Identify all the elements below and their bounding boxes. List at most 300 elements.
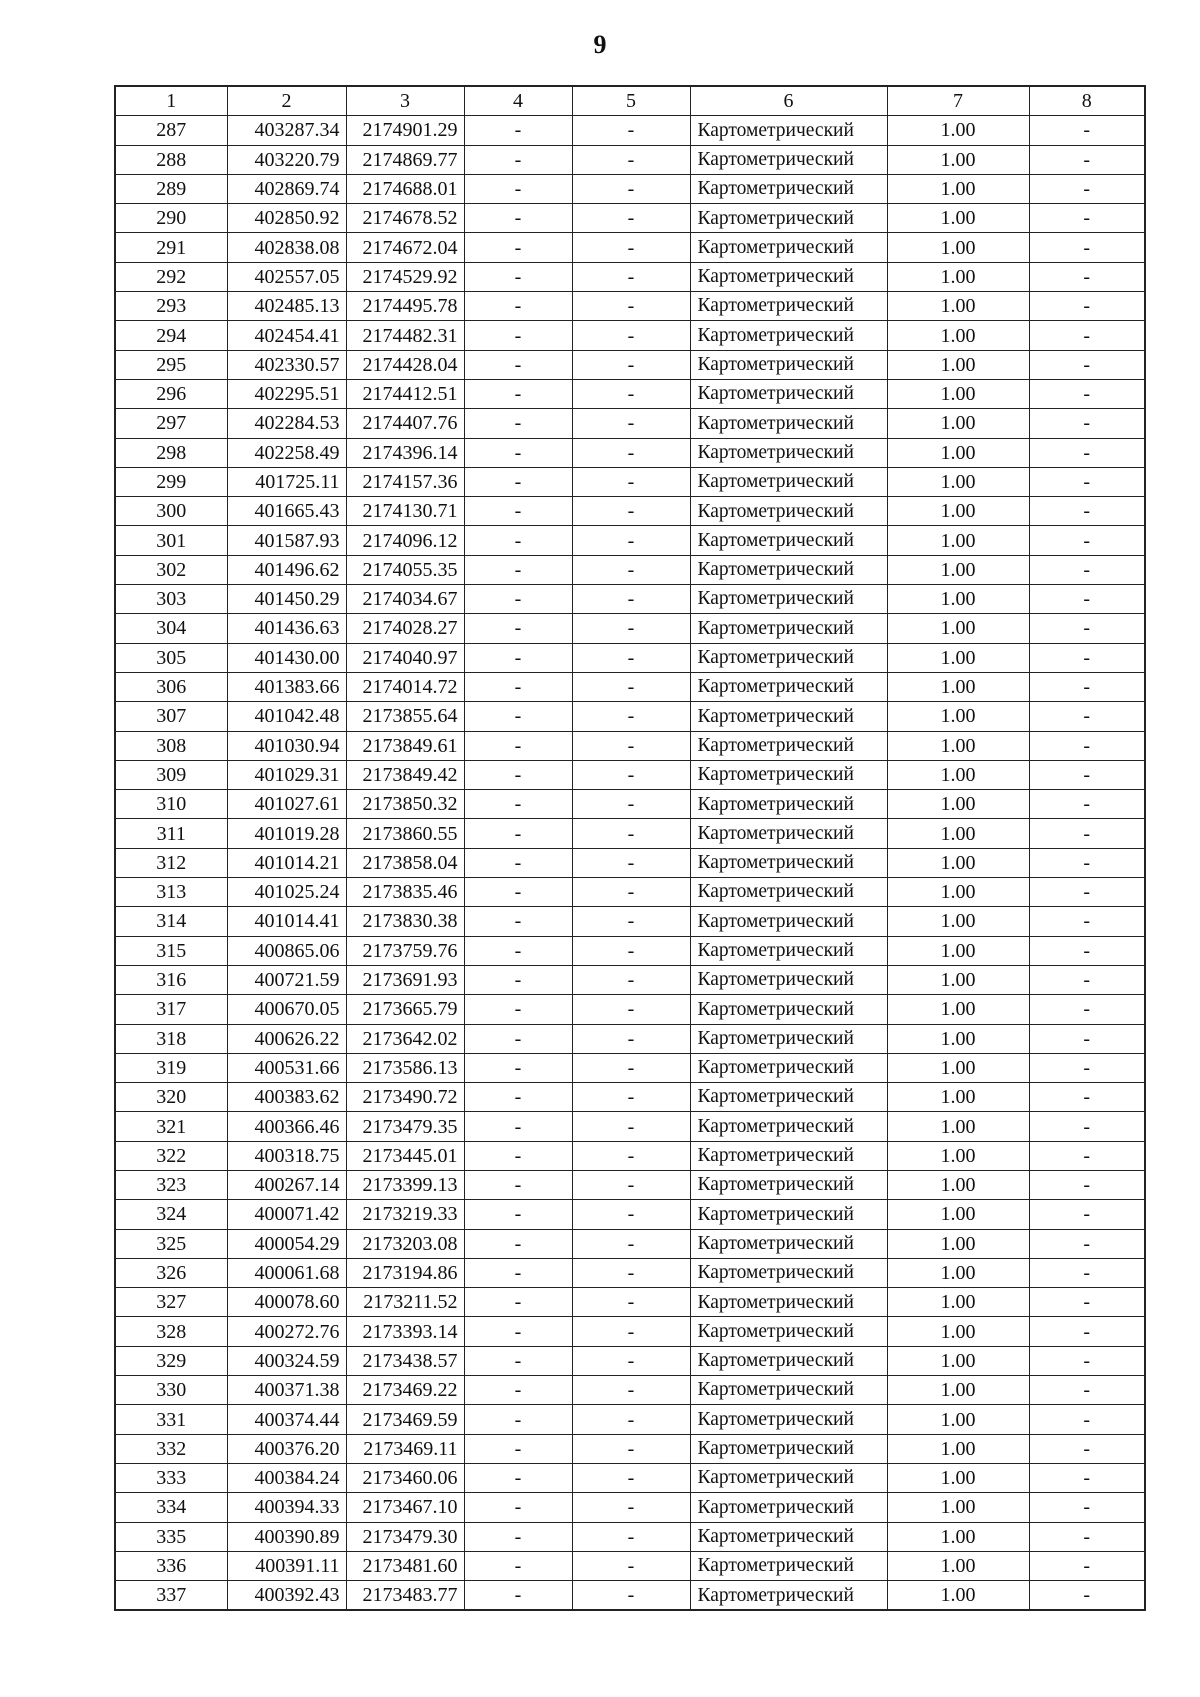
cell-col-5-value: - (572, 1317, 690, 1346)
cell-x-coordinate: 402850.92 (227, 204, 346, 233)
cell-method: Картометрический (690, 1112, 887, 1141)
cell-accuracy: 1.00 (887, 1024, 1029, 1053)
cell-x-coordinate: 400267.14 (227, 1170, 346, 1199)
cell-col-8-value: - (1029, 1581, 1145, 1611)
table-row (115, 878, 1145, 907)
cell-method: Картометрический (690, 262, 887, 291)
cell-accuracy: 1.00 (887, 790, 1029, 819)
cell-y-coordinate: 2173438.57 (346, 1346, 464, 1375)
cell-method: Картометрический (690, 1376, 887, 1405)
table-row (115, 995, 1145, 1024)
cell-y-coordinate: 2174901.29 (346, 116, 464, 145)
cell-x-coordinate: 400054.29 (227, 1229, 346, 1258)
cell-point-number: 313 (115, 878, 227, 907)
cell-accuracy: 1.00 (887, 1288, 1029, 1317)
cell-accuracy: 1.00 (887, 1376, 1029, 1405)
cell-col-4-value: - (464, 731, 572, 760)
column-header-1: 1 (115, 86, 227, 116)
cell-point-number: 333 (115, 1463, 227, 1492)
cell-y-coordinate: 2173858.04 (346, 848, 464, 877)
cell-col-5-value: - (572, 936, 690, 965)
cell-point-number: 295 (115, 350, 227, 379)
table-row (115, 848, 1145, 877)
table-row (115, 292, 1145, 321)
cell-y-coordinate: 2173850.32 (346, 790, 464, 819)
cell-col-4-value: - (464, 878, 572, 907)
cell-col-5-value: - (572, 643, 690, 672)
cell-accuracy: 1.00 (887, 614, 1029, 643)
cell-col-4-value: - (464, 965, 572, 994)
cell-y-coordinate: 2174678.52 (346, 204, 464, 233)
cell-col-8-value: - (1029, 1551, 1145, 1580)
table-row (115, 1434, 1145, 1463)
cell-point-number: 304 (115, 614, 227, 643)
cell-col-8-value: - (1029, 790, 1145, 819)
cell-col-5-value: - (572, 878, 690, 907)
table-row (115, 350, 1145, 379)
cell-col-8-value: - (1029, 555, 1145, 584)
cell-x-coordinate: 401383.66 (227, 672, 346, 701)
cell-point-number: 303 (115, 585, 227, 614)
cell-point-number: 287 (115, 116, 227, 145)
cell-y-coordinate: 2173467.10 (346, 1493, 464, 1522)
cell-x-coordinate: 401014.41 (227, 907, 346, 936)
cell-col-8-value: - (1029, 702, 1145, 731)
cell-point-number: 327 (115, 1288, 227, 1317)
cell-accuracy: 1.00 (887, 1405, 1029, 1434)
cell-col-4-value: - (464, 145, 572, 174)
cell-col-4-value: - (464, 702, 572, 731)
cell-col-8-value: - (1029, 350, 1145, 379)
cell-col-4-value: - (464, 233, 572, 262)
cell-point-number: 330 (115, 1376, 227, 1405)
cell-method: Картометрический (690, 1493, 887, 1522)
cell-col-4-value: - (464, 1522, 572, 1551)
cell-col-4-value: - (464, 1024, 572, 1053)
table-row (115, 1229, 1145, 1258)
cell-method: Картометрический (690, 497, 887, 526)
cell-y-coordinate: 2173665.79 (346, 995, 464, 1024)
cell-col-5-value: - (572, 555, 690, 584)
table-row (115, 526, 1145, 555)
cell-point-number: 305 (115, 643, 227, 672)
cell-accuracy: 1.00 (887, 526, 1029, 555)
cell-col-5-value: - (572, 1463, 690, 1492)
table-row (115, 760, 1145, 789)
cell-y-coordinate: 2173835.46 (346, 878, 464, 907)
cell-y-coordinate: 2174014.72 (346, 672, 464, 701)
cell-accuracy: 1.00 (887, 585, 1029, 614)
cell-method: Картометрический (690, 174, 887, 203)
cell-point-number: 288 (115, 145, 227, 174)
table-row (115, 1083, 1145, 1112)
table-row (115, 702, 1145, 731)
cell-point-number: 297 (115, 409, 227, 438)
table-row (115, 1288, 1145, 1317)
cell-x-coordinate: 400394.33 (227, 1493, 346, 1522)
cell-x-coordinate: 400374.44 (227, 1405, 346, 1434)
cell-x-coordinate: 401030.94 (227, 731, 346, 760)
cell-col-5-value: - (572, 350, 690, 379)
cell-col-5-value: - (572, 1258, 690, 1287)
cell-point-number: 292 (115, 262, 227, 291)
cell-x-coordinate: 400376.20 (227, 1434, 346, 1463)
cell-method: Картометрический (690, 936, 887, 965)
cell-x-coordinate: 400324.59 (227, 1346, 346, 1375)
cell-accuracy: 1.00 (887, 1112, 1029, 1141)
cell-y-coordinate: 2173759.76 (346, 936, 464, 965)
table-row (115, 174, 1145, 203)
cell-point-number: 308 (115, 731, 227, 760)
cell-y-coordinate: 2173194.86 (346, 1258, 464, 1287)
cell-col-4-value: - (464, 1405, 572, 1434)
cell-col-5-value: - (572, 1170, 690, 1199)
cell-y-coordinate: 2173483.77 (346, 1581, 464, 1611)
cell-accuracy: 1.00 (887, 1346, 1029, 1375)
cell-accuracy: 1.00 (887, 233, 1029, 262)
cell-point-number: 321 (115, 1112, 227, 1141)
column-header-3: 3 (346, 86, 464, 116)
cell-col-8-value: - (1029, 1200, 1145, 1229)
cell-x-coordinate: 401725.11 (227, 467, 346, 496)
cell-y-coordinate: 2173469.59 (346, 1405, 464, 1434)
cell-method: Картометрический (690, 350, 887, 379)
cell-col-5-value: - (572, 292, 690, 321)
cell-col-8-value: - (1029, 585, 1145, 614)
cell-method: Картометрический (690, 116, 887, 145)
cell-accuracy: 1.00 (887, 1053, 1029, 1082)
cell-col-5-value: - (572, 965, 690, 994)
cell-col-8-value: - (1029, 1463, 1145, 1492)
table-row (115, 672, 1145, 701)
cell-method: Картометрический (690, 848, 887, 877)
cell-point-number: 290 (115, 204, 227, 233)
cell-accuracy: 1.00 (887, 262, 1029, 291)
cell-point-number: 311 (115, 819, 227, 848)
cell-col-4-value: - (464, 1141, 572, 1170)
cell-method: Картометрический (690, 819, 887, 848)
cell-y-coordinate: 2173691.93 (346, 965, 464, 994)
table-row (115, 262, 1145, 291)
cell-col-4-value: - (464, 292, 572, 321)
cell-col-5-value: - (572, 262, 690, 291)
cell-point-number: 329 (115, 1346, 227, 1375)
cell-method: Картометрический (690, 1141, 887, 1170)
cell-method: Картометрический (690, 643, 887, 672)
cell-method: Картометрический (690, 1288, 887, 1317)
cell-accuracy: 1.00 (887, 145, 1029, 174)
cell-point-number: 326 (115, 1258, 227, 1287)
cell-col-4-value: - (464, 790, 572, 819)
cell-col-8-value: - (1029, 1405, 1145, 1434)
table-row (115, 467, 1145, 496)
cell-method: Картометрический (690, 731, 887, 760)
cell-method: Картометрический (690, 1551, 887, 1580)
cell-x-coordinate: 400366.46 (227, 1112, 346, 1141)
cell-col-4-value: - (464, 379, 572, 408)
cell-method: Картометрический (690, 1346, 887, 1375)
cell-col-4-value: - (464, 643, 572, 672)
cell-col-8-value: - (1029, 672, 1145, 701)
cell-col-8-value: - (1029, 995, 1145, 1024)
cell-accuracy: 1.00 (887, 672, 1029, 701)
cell-y-coordinate: 2174396.14 (346, 438, 464, 467)
cell-x-coordinate: 402838.08 (227, 233, 346, 262)
cell-x-coordinate: 400391.11 (227, 1551, 346, 1580)
cell-point-number: 323 (115, 1170, 227, 1199)
cell-col-5-value: - (572, 1581, 690, 1611)
cell-col-8-value: - (1029, 379, 1145, 408)
table-row (115, 1551, 1145, 1580)
cell-col-8-value: - (1029, 1317, 1145, 1346)
table-row (115, 116, 1145, 145)
cell-y-coordinate: 2173460.06 (346, 1463, 464, 1492)
cell-accuracy: 1.00 (887, 116, 1029, 145)
cell-col-5-value: - (572, 1053, 690, 1082)
cell-method: Картометрический (690, 1434, 887, 1463)
cell-accuracy: 1.00 (887, 555, 1029, 584)
cell-y-coordinate: 2174482.31 (346, 321, 464, 350)
cell-y-coordinate: 2173642.02 (346, 1024, 464, 1053)
cell-point-number: 331 (115, 1405, 227, 1434)
table-row (115, 1053, 1145, 1082)
cell-x-coordinate: 401025.24 (227, 878, 346, 907)
cell-y-coordinate: 2173479.30 (346, 1522, 464, 1551)
cell-x-coordinate: 400272.76 (227, 1317, 346, 1346)
cell-col-8-value: - (1029, 262, 1145, 291)
cell-col-4-value: - (464, 526, 572, 555)
cell-col-4-value: - (464, 1551, 572, 1580)
coordinates-table (114, 85, 1146, 1611)
cell-x-coordinate: 402295.51 (227, 379, 346, 408)
cell-accuracy: 1.00 (887, 379, 1029, 408)
cell-col-5-value: - (572, 233, 690, 262)
table-row (115, 907, 1145, 936)
cell-col-5-value: - (572, 672, 690, 701)
cell-col-5-value: - (572, 1493, 690, 1522)
cell-point-number: 320 (115, 1083, 227, 1112)
cell-y-coordinate: 2173849.42 (346, 760, 464, 789)
cell-x-coordinate: 400392.43 (227, 1581, 346, 1611)
table-row (115, 1141, 1145, 1170)
table-body (115, 116, 1145, 1611)
cell-col-8-value: - (1029, 614, 1145, 643)
table-row (115, 1493, 1145, 1522)
cell-y-coordinate: 2174407.76 (346, 409, 464, 438)
cell-method: Картометрический (690, 438, 887, 467)
cell-point-number: 319 (115, 1053, 227, 1082)
cell-y-coordinate: 2173855.64 (346, 702, 464, 731)
table-row (115, 204, 1145, 233)
cell-col-8-value: - (1029, 936, 1145, 965)
cell-col-8-value: - (1029, 233, 1145, 262)
cell-method: Картометрический (690, 204, 887, 233)
cell-accuracy: 1.00 (887, 643, 1029, 672)
table-row (115, 321, 1145, 350)
cell-x-coordinate: 402485.13 (227, 292, 346, 321)
cell-y-coordinate: 2173445.01 (346, 1141, 464, 1170)
cell-col-4-value: - (464, 585, 572, 614)
cell-y-coordinate: 2173469.11 (346, 1434, 464, 1463)
cell-col-5-value: - (572, 702, 690, 731)
table-row (115, 965, 1145, 994)
cell-point-number: 314 (115, 907, 227, 936)
cell-y-coordinate: 2174672.04 (346, 233, 464, 262)
cell-col-4-value: - (464, 438, 572, 467)
table-row (115, 555, 1145, 584)
cell-col-5-value: - (572, 116, 690, 145)
cell-y-coordinate: 2174130.71 (346, 497, 464, 526)
coordinates-table-container (114, 85, 1144, 1611)
column-header-4: 4 (464, 86, 572, 116)
table-row (115, 936, 1145, 965)
cell-col-4-value: - (464, 848, 572, 877)
cell-x-coordinate: 401587.93 (227, 526, 346, 555)
cell-y-coordinate: 2174688.01 (346, 174, 464, 203)
cell-point-number: 293 (115, 292, 227, 321)
cell-y-coordinate: 2173849.61 (346, 731, 464, 760)
cell-col-4-value: - (464, 995, 572, 1024)
cell-col-8-value: - (1029, 1112, 1145, 1141)
cell-accuracy: 1.00 (887, 819, 1029, 848)
cell-y-coordinate: 2174028.27 (346, 614, 464, 643)
cell-accuracy: 1.00 (887, 1493, 1029, 1522)
table-row (115, 643, 1145, 672)
cell-method: Картометрический (690, 292, 887, 321)
table-row (115, 1405, 1145, 1434)
cell-y-coordinate: 2174034.67 (346, 585, 464, 614)
cell-col-4-value: - (464, 1376, 572, 1405)
cell-method: Картометрический (690, 1317, 887, 1346)
cell-col-8-value: - (1029, 819, 1145, 848)
cell-x-coordinate: 402869.74 (227, 174, 346, 203)
cell-x-coordinate: 401019.28 (227, 819, 346, 848)
table-row (115, 1581, 1145, 1611)
cell-accuracy: 1.00 (887, 1463, 1029, 1492)
cell-x-coordinate: 400390.89 (227, 1522, 346, 1551)
cell-x-coordinate: 401027.61 (227, 790, 346, 819)
cell-x-coordinate: 400531.66 (227, 1053, 346, 1082)
cell-col-4-value: - (464, 1053, 572, 1082)
cell-x-coordinate: 402258.49 (227, 438, 346, 467)
cell-col-5-value: - (572, 1522, 690, 1551)
cell-col-8-value: - (1029, 1024, 1145, 1053)
cell-col-8-value: - (1029, 174, 1145, 203)
cell-accuracy: 1.00 (887, 995, 1029, 1024)
cell-col-8-value: - (1029, 1522, 1145, 1551)
cell-accuracy: 1.00 (887, 1581, 1029, 1611)
cell-col-5-value: - (572, 174, 690, 203)
cell-method: Картометрический (690, 614, 887, 643)
cell-col-5-value: - (572, 760, 690, 789)
cell-point-number: 324 (115, 1200, 227, 1229)
cell-point-number: 337 (115, 1581, 227, 1611)
cell-method: Картометрический (690, 1581, 887, 1611)
cell-col-4-value: - (464, 204, 572, 233)
cell-x-coordinate: 400318.75 (227, 1141, 346, 1170)
cell-x-coordinate: 401029.31 (227, 760, 346, 789)
cell-method: Картометрический (690, 965, 887, 994)
cell-col-8-value: - (1029, 1376, 1145, 1405)
cell-accuracy: 1.00 (887, 1522, 1029, 1551)
cell-col-5-value: - (572, 1288, 690, 1317)
cell-point-number: 315 (115, 936, 227, 965)
cell-col-8-value: - (1029, 1229, 1145, 1258)
cell-accuracy: 1.00 (887, 760, 1029, 789)
table-row (115, 1522, 1145, 1551)
cell-col-5-value: - (572, 409, 690, 438)
cell-col-8-value: - (1029, 965, 1145, 994)
cell-col-4-value: - (464, 907, 572, 936)
cell-col-5-value: - (572, 204, 690, 233)
cell-col-4-value: - (464, 819, 572, 848)
cell-x-coordinate: 400721.59 (227, 965, 346, 994)
cell-col-8-value: - (1029, 409, 1145, 438)
cell-col-5-value: - (572, 1141, 690, 1170)
cell-col-4-value: - (464, 1493, 572, 1522)
cell-x-coordinate: 400670.05 (227, 995, 346, 1024)
cell-col-4-value: - (464, 760, 572, 789)
cell-col-5-value: - (572, 321, 690, 350)
cell-col-5-value: - (572, 1376, 690, 1405)
table-row (115, 1346, 1145, 1375)
cell-col-4-value: - (464, 555, 572, 584)
table-row (115, 1024, 1145, 1053)
cell-method: Картометрический (690, 379, 887, 408)
cell-x-coordinate: 400071.42 (227, 1200, 346, 1229)
cell-x-coordinate: 402330.57 (227, 350, 346, 379)
cell-col-8-value: - (1029, 848, 1145, 877)
cell-point-number: 298 (115, 438, 227, 467)
cell-y-coordinate: 2174495.78 (346, 292, 464, 321)
cell-col-4-value: - (464, 1229, 572, 1258)
column-header-7: 7 (887, 86, 1029, 116)
cell-x-coordinate: 400626.22 (227, 1024, 346, 1053)
table-row (115, 379, 1145, 408)
cell-point-number: 301 (115, 526, 227, 555)
cell-point-number: 335 (115, 1522, 227, 1551)
cell-col-5-value: - (572, 585, 690, 614)
cell-col-4-value: - (464, 116, 572, 145)
cell-method: Картометрический (690, 233, 887, 262)
cell-method: Картометрический (690, 1200, 887, 1229)
cell-y-coordinate: 2173830.38 (346, 907, 464, 936)
cell-col-4-value: - (464, 1463, 572, 1492)
table-row (115, 409, 1145, 438)
table-row (115, 1258, 1145, 1287)
table-row (115, 233, 1145, 262)
cell-col-8-value: - (1029, 878, 1145, 907)
cell-accuracy: 1.00 (887, 350, 1029, 379)
cell-x-coordinate: 401665.43 (227, 497, 346, 526)
table-row (115, 1317, 1145, 1346)
cell-point-number: 332 (115, 1434, 227, 1463)
cell-col-8-value: - (1029, 145, 1145, 174)
cell-accuracy: 1.00 (887, 907, 1029, 936)
cell-col-4-value: - (464, 1258, 572, 1287)
cell-y-coordinate: 2173393.14 (346, 1317, 464, 1346)
cell-col-5-value: - (572, 614, 690, 643)
table-row (115, 145, 1145, 174)
cell-col-4-value: - (464, 262, 572, 291)
cell-col-8-value: - (1029, 1170, 1145, 1199)
cell-x-coordinate: 402284.53 (227, 409, 346, 438)
cell-point-number: 328 (115, 1317, 227, 1346)
cell-col-8-value: - (1029, 1346, 1145, 1375)
cell-method: Картометрический (690, 585, 887, 614)
cell-point-number: 294 (115, 321, 227, 350)
cell-col-5-value: - (572, 1229, 690, 1258)
